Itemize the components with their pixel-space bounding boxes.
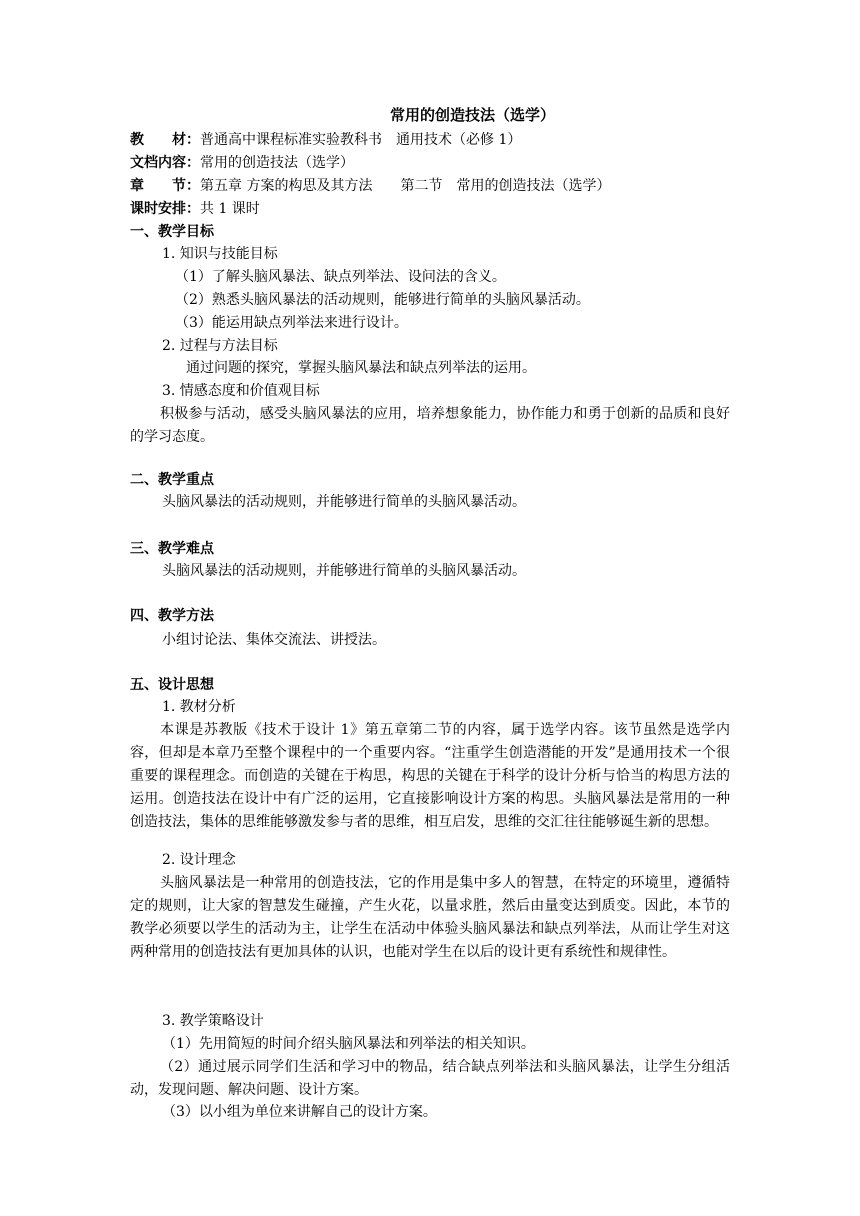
meta-schedule [130, 199, 730, 219]
meta-value: 普通高中课程标准实验教科书 通用技术（必修 1） [200, 132, 522, 148]
subheading: 1. 教材分析 [162, 699, 236, 715]
subheading: 2. 过程与方法目标 [162, 338, 278, 354]
section-heading-objectives: 一、教学目标 [130, 224, 214, 240]
meta-value: 第五章 方案的构思及其方法 第二节 常用的创造技法（选学） [200, 178, 611, 194]
paragraph: 头脑风暴法的活动规则，并能够进行简单的头脑风暴活动。 [162, 494, 526, 510]
section-heading-difficulties: 三、教学难点 [130, 541, 214, 557]
meta-value: 常用的创造技法（选学） [200, 155, 354, 171]
list-item: （2）熟悉头脑风暴法的活动规则，能够进行简单的头脑风暴活动。 [175, 292, 590, 308]
section-heading-key-points: 二、教学重点 [130, 472, 214, 488]
paragraph: 小组讨论法、集体交流法、讲授法。 [162, 632, 386, 648]
list-item: （1）先用简短的时间介绍头脑风暴法和列举法的相关知识。 [162, 1036, 535, 1052]
subheading: 2. 设计理念 [162, 852, 236, 868]
paragraph: 头脑风暴法的活动规则，并能够进行简单的头脑风暴活动。 [162, 563, 526, 579]
subheading: 3. 教学策略设计 [162, 1013, 264, 1029]
list-item: （3）能运用缺点列举法来进行设计。 [175, 315, 408, 331]
subheading: 1. 知识与技能目标 [162, 246, 278, 262]
paragraph: 头脑风暴法是一种常用的创造技法，它的作用是集中多人的智慧，在特定的环境里，遵循特定的规则，让大家的智慧发生碰撞，产生火花，以量求胜，然后由量变达到质变。因此，本节的教学必须要以学生的活动为主，让学生在活动中体验头脑风暴法和缺点列举法，从而让学生对这两种常用的创造技法有更加具体的认识，也能对学生在以后的设计更有系统性和规律性。 [130, 875, 730, 960]
meta-content [130, 153, 730, 173]
meta-chapter [130, 176, 730, 196]
subheading: 3. 情感态度和价值观目标 [162, 383, 320, 399]
meta-label: 教 材： [130, 132, 200, 148]
meta-label: 章 节： [130, 178, 200, 194]
paragraph: 积极参与活动，感受头脑风暴法的应用，培养想象能力，协作能力和勇于创新的品质和良好的学习态度。 [130, 406, 730, 445]
list-item: （3）以小组为单位来讲解自己的设计方案。 [162, 1104, 437, 1120]
list-item: （1）了解头脑风暴法、缺点列举法、设问法的含义。 [175, 269, 506, 285]
meta-label: 文档内容： [130, 155, 200, 171]
meta-label: 课时安排： [130, 201, 200, 217]
section-heading-methods: 四、教学方法 [130, 608, 214, 624]
meta-value: 共 1 课时 [200, 201, 260, 217]
list-item: （2）通过展示同学们生活和学习中的物品，结合缺点列举法和头脑风暴法，让学生分组活动，发现问题、解决问题、设计方案。 [130, 1059, 730, 1098]
paragraph: 本课是苏教版《技术于设计 1》第五章第二节的内容，属于选学内容。该节虽然是选学内容，但却是本章乃至整个课程中的一个重要内容。“注重学生创造潜能的开发”是通用技术一个很重要的课程理念。而创造的关键在于构思，构思的关键在于科学的设计分析与恰当的构思方法的运用。创造技法在设计中有广泛的运用，它直接影响设计方案的构思。头脑风暴法是常用的一种创造技法，集体的思维能够激发参与者的思维，相互启发，思维的交汇往往能够诞生新的思想。 [130, 722, 730, 830]
section-heading-design-ideas: 五、设计思想 [130, 677, 214, 693]
paragraph: 通过问题的探究，掌握头脑风暴法和缺点列举法的运用。 [186, 360, 536, 376]
meta-textbook [130, 130, 730, 150]
document-title: 常用的创造技法（选学） [390, 106, 556, 124]
